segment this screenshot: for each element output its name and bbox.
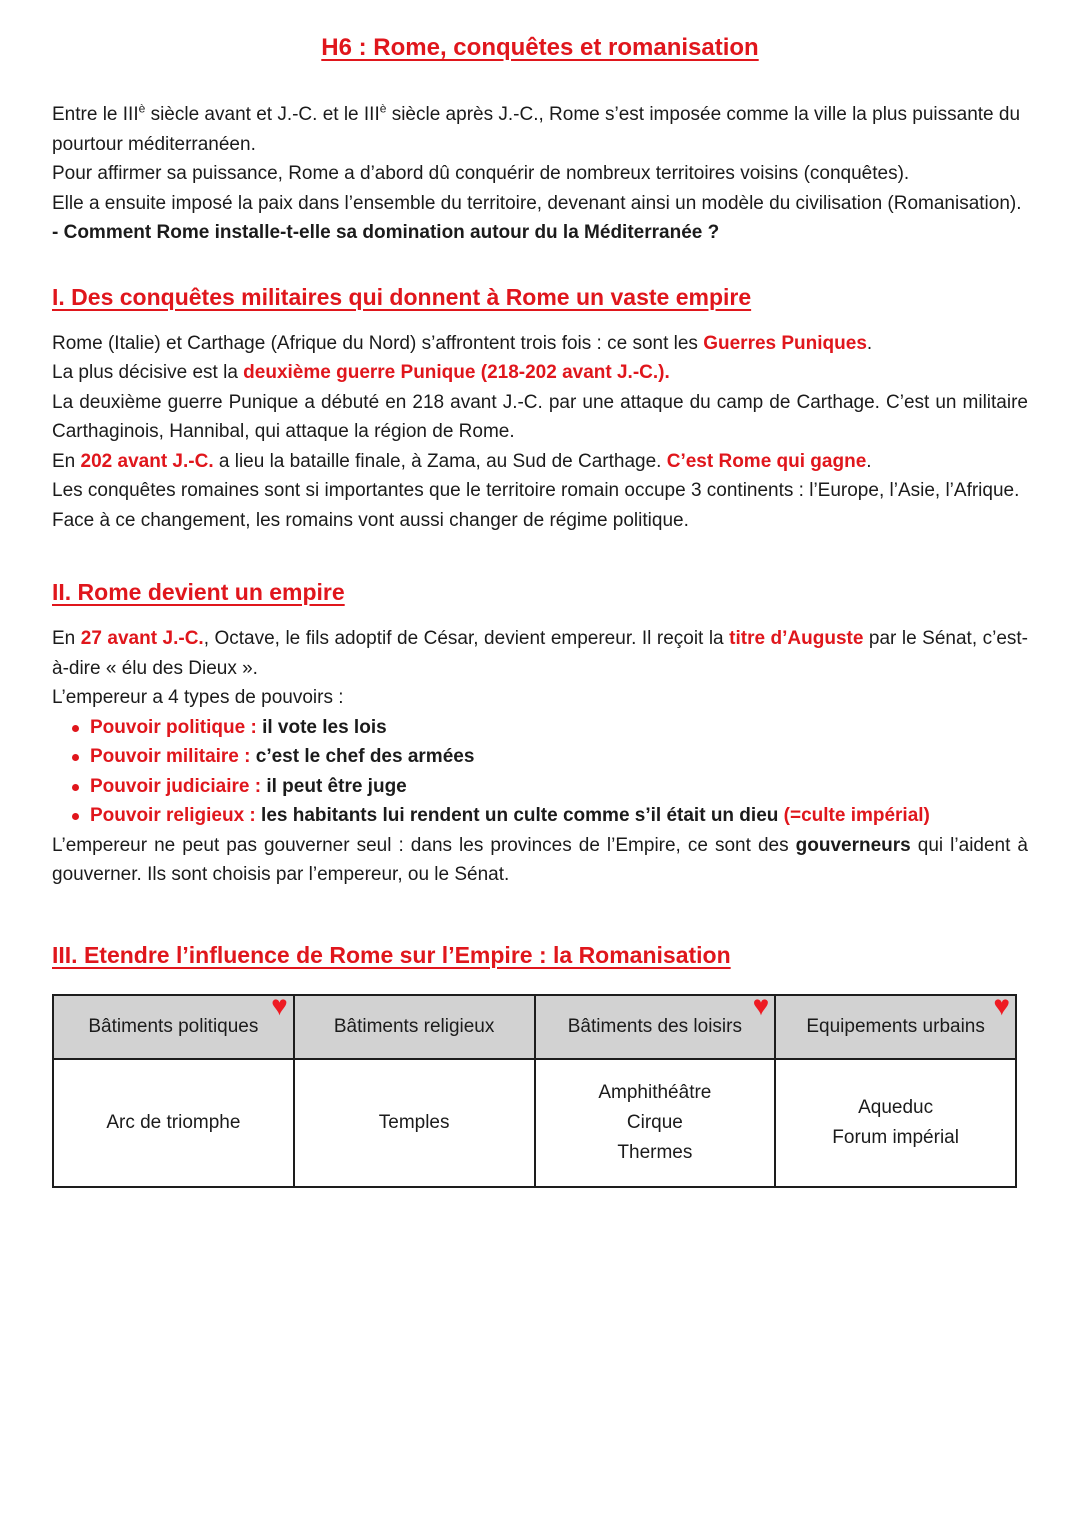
list-item-pouvoir-politique: Pouvoir politique : il vote les lois [52, 713, 1028, 743]
table-header-batiments-politiques [53, 995, 294, 1059]
intro-paragraph-3: Elle a ensuite imposé la paix dans l’ensemble du territoire, devenant ainsi un modèle du civilisation (Romanisation). [52, 192, 1022, 214]
list-item-pouvoir-militaire: Pouvoir militaire : c’est le chef des armées [52, 742, 1028, 772]
table-cell-lines: Arc de triomphe [106, 1111, 241, 1133]
section-3-heading: III. Etendre l’influence de Rome sur l’Empire : la Romanisation [52, 941, 731, 968]
table-cell-batiments-des-loisirs [535, 1059, 776, 1187]
table-cell-lines: Aqueduc Forum impérial [832, 1096, 959, 1148]
table-header-label: Bâtiments des loisirs [567, 1015, 742, 1037]
section-1-paragraph-6: Face à ce changement, les romains vont aussi changer de régime politique. [52, 509, 689, 531]
intro-question: - Comment Rome installe-t-elle sa domination autour du la Méditerranée ? [52, 222, 720, 243]
section-1-body [52, 329, 1028, 536]
heart-icon [753, 992, 770, 1020]
table-header-label: Bâtiments politiques [88, 1015, 259, 1037]
section-1-paragraph-1: Rome (Italie) et Carthage (Afrique du Nord) s’affrontent trois fois : ce sont les Guerres Puniques. [52, 332, 873, 354]
heart-icon [993, 992, 1010, 1020]
table-cell-lines: Temples [378, 1111, 450, 1133]
intro-paragraph-2: Pour affirmer sa puissance, Rome a d’abord dû conquérir de nombreux territoires voisins (conquêtes). [52, 163, 910, 184]
section-2-body [52, 624, 1028, 890]
section-1-paragraph-2: La plus décisive est la deuxième guerre Punique (218-202 avant J.-C.). [52, 362, 670, 383]
page-title: H6 : Rome, conquêtes et romanisation [321, 34, 759, 61]
powers-list [52, 713, 1028, 831]
table-header-batiments-des-loisirs [535, 995, 776, 1059]
section-1-paragraph-4: En 202 avant J.-C. a lieu la bataille finale, à Zama, au Sud de Carthage. C’est Rome qui gagne. [52, 450, 872, 472]
romanisation-table [52, 994, 1017, 1188]
section-1-heading: I. Des conquêtes militaires qui donnent à Rome un vaste empire [52, 283, 752, 310]
section-2-paragraph-2: L’empereur a 4 types de pouvoirs : [52, 687, 344, 708]
section-2-paragraph-1: En 27 avant J.-C., Octave, le fils adoptif de César, devient empereur. Il reçoit la titre d’Auguste par le Sénat, c’est-à-dire « élu des Dieux ». [52, 628, 1028, 679]
table-row [53, 1059, 1016, 1187]
section-1-paragraph-3: La deuxième guerre Punique a débuté en 218 avant J.-C. par une attaque du camp de Carthage. C’est un militaire Carthaginois, Hannibal, qui attaque la région de Rome. [52, 391, 1028, 442]
section-1-paragraph-5: Les conquêtes romaines sont si importantes que le territoire romain occupe 3 continents : l’Europe, l’Asie, l’Afrique. [52, 480, 1020, 501]
table-header-label: Equipements urbains [806, 1015, 985, 1037]
table-cell-batiments-politiques [53, 1059, 294, 1187]
table-cell-lines: Amphithéâtre Cirque Thermes [598, 1081, 712, 1163]
table-cell-equipements-urbains [775, 1059, 1016, 1187]
section-2-paragraph-3: L’empereur ne peut pas gouverner seul : dans les provinces de l’Empire, ce sont des gouverneurs qui l’aident à gouverner. Ils sont choisis par l’empereur, ou le Sénat. [52, 834, 1029, 885]
heart-icon [271, 992, 288, 1020]
intro-paragraph-1: Entre le $III^è$ siècle avant et J.-C. et le $III^è$ siècle après J.-C., Rome s’est imposée comme la ville la plus puissante du pourtour méditerranéen. [52, 101, 1021, 155]
intro-section [52, 100, 1028, 248]
table-header-label: Bâtiments religieux [333, 1015, 495, 1037]
table-header-batiments-religieux [294, 995, 535, 1059]
table-cell-batiments-religieux [294, 1059, 535, 1187]
list-item-pouvoir-judiciaire: Pouvoir judiciaire : il peut être juge [52, 772, 1028, 802]
table-header-equipements-urbains [775, 995, 1016, 1059]
list-item-pouvoir-religieux: Pouvoir religieux : les habitants lui rendent un culte comme s’il était un dieu (=culte impérial) [52, 801, 1028, 831]
section-2-heading: II. Rome devient un empire [52, 579, 345, 605]
table-header-row [53, 995, 1016, 1059]
